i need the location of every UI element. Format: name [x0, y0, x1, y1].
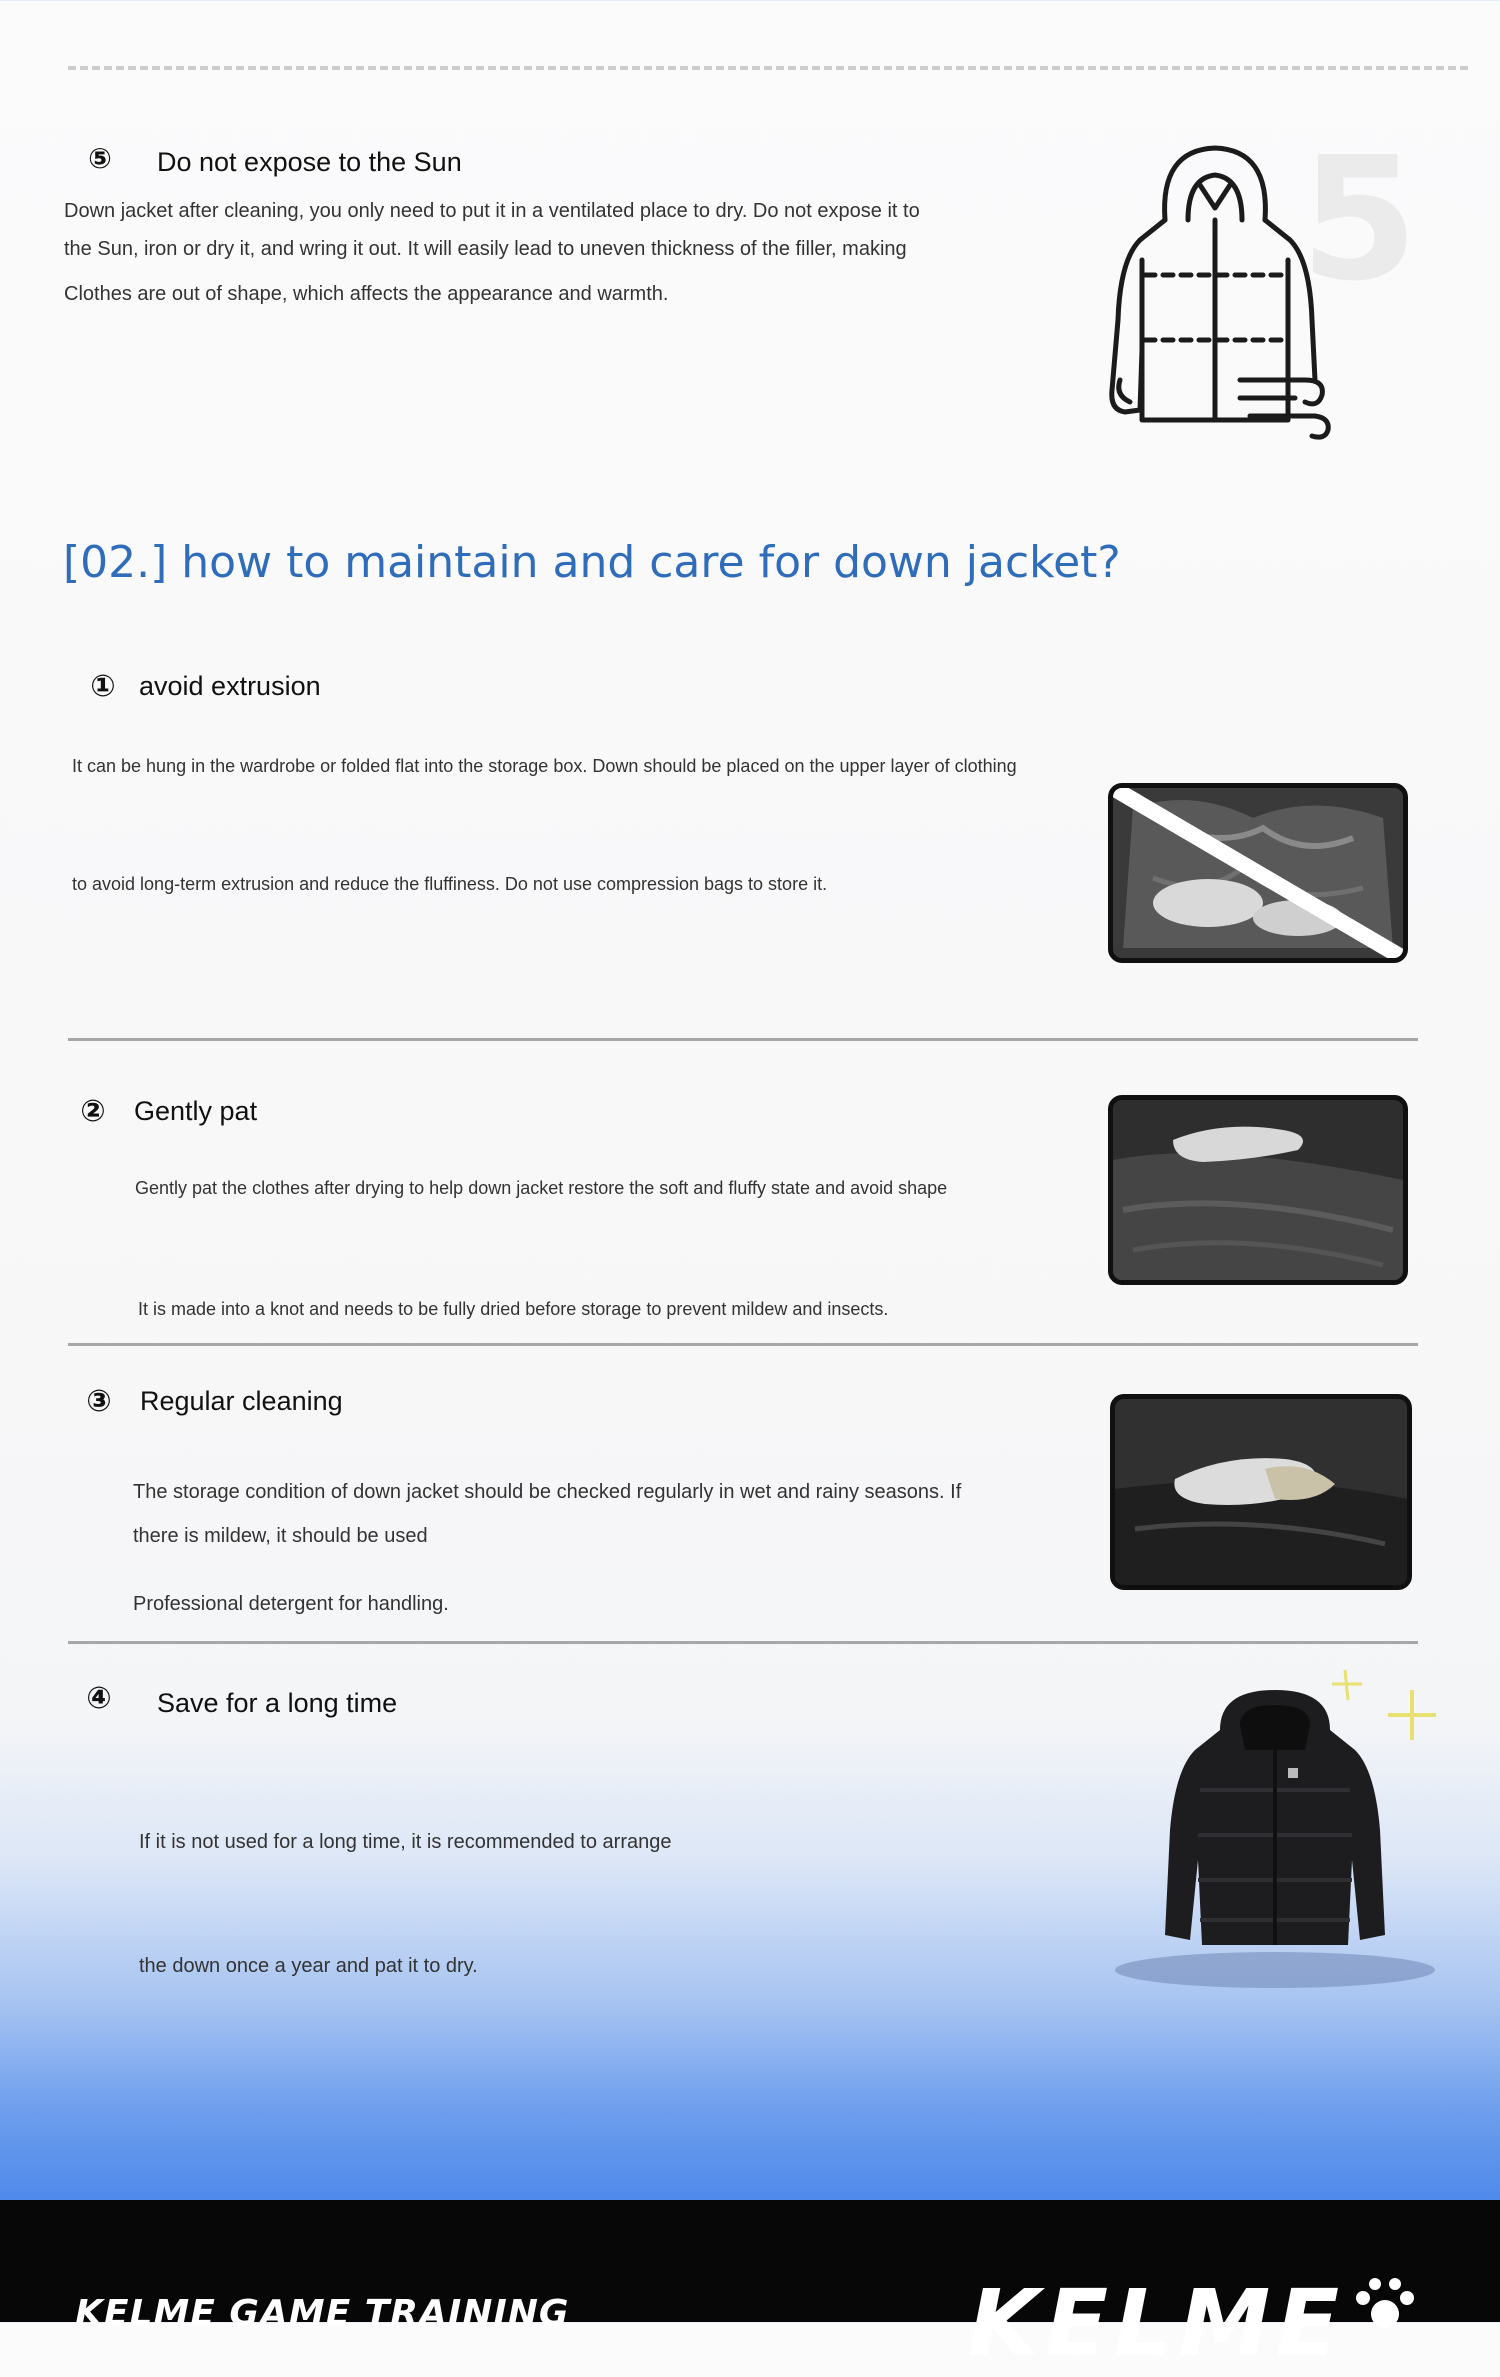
cleaning-jacket-photo — [1110, 1394, 1412, 1590]
footer-tagline: KELME GAME TRAINING — [75, 2293, 570, 2334]
item-2-line-1: Gently pat the clothes after drying to help down jacket restore the soft and fluffy state and avoid shape — [135, 1178, 948, 1198]
section-5-line-3: Clothes are out of shape, which affects the appearance and warmth. — [64, 283, 669, 305]
divider-2 — [68, 1343, 1418, 1346]
step-4-badge: ④ — [86, 1680, 112, 1716]
item-2-heading: Gently pat — [134, 1096, 258, 1126]
jacket-wind-icon — [1090, 140, 1340, 460]
patting-jacket-photo — [1108, 1095, 1408, 1285]
section-5-line-1: Down jacket after cleaning, you only need to put it in a ventilated place to dry. Do not expose it to — [64, 200, 920, 222]
item-3-line-1: The storage condition of down jacket should be checked regularly in wet and rainy seasons. If — [133, 1481, 962, 1503]
item-3-line-2: there is mildew, it should be used — [133, 1525, 428, 1547]
item-1-line-2: to avoid long-term extrusion and reduce the fluffiness. Do not use compression bags to store it. — [72, 874, 828, 894]
divider-3 — [68, 1641, 1418, 1644]
step-1-badge: ① — [90, 668, 116, 704]
step-2-badge: ② — [80, 1093, 106, 1129]
item-4-line-1: If it is not used for a long time, it is recommended to arrange — [139, 1831, 672, 1853]
item-1-heading: avoid extrusion — [139, 671, 321, 701]
item-4-heading: Save for a long time — [157, 1688, 398, 1718]
item-2-line-2: It is made into a knot and needs to be fully dried before storage to prevent mildew and insects. — [138, 1299, 889, 1319]
step-3-badge: ③ — [86, 1383, 112, 1419]
kelme-logo: KELME — [968, 2270, 1346, 2377]
section-5-line-2: the Sun, iron or dry it, and wring it out. It will easily lead to uneven thickness of the filler, making — [64, 238, 907, 260]
paw-logo-icon — [1345, 2272, 1425, 2332]
section-5-heading: Do not expose to the Sun — [157, 147, 462, 177]
compression-bag-crossed-photo — [1108, 783, 1408, 963]
decorative-number-5: 5 — [1300, 121, 1419, 319]
black-down-jacket-photo — [1090, 1660, 1460, 2000]
section-02-title: [02.] how to maintain and care for down jacket? — [63, 537, 1121, 588]
item-1-line-1: It can be hung in the wardrobe or folded flat into the storage box. Down should be placed on the upper layer of clothing — [72, 756, 1017, 776]
item-3-heading: Regular cleaning — [140, 1386, 343, 1416]
step-5-badge: ⑤ — [88, 141, 112, 175]
item-4-line-2: the down once a year and pat it to dry. — [139, 1955, 478, 1977]
dashed-divider — [68, 66, 1468, 70]
item-3-line-3: Professional detergent for handling. — [133, 1593, 449, 1615]
divider-1 — [68, 1038, 1418, 1041]
